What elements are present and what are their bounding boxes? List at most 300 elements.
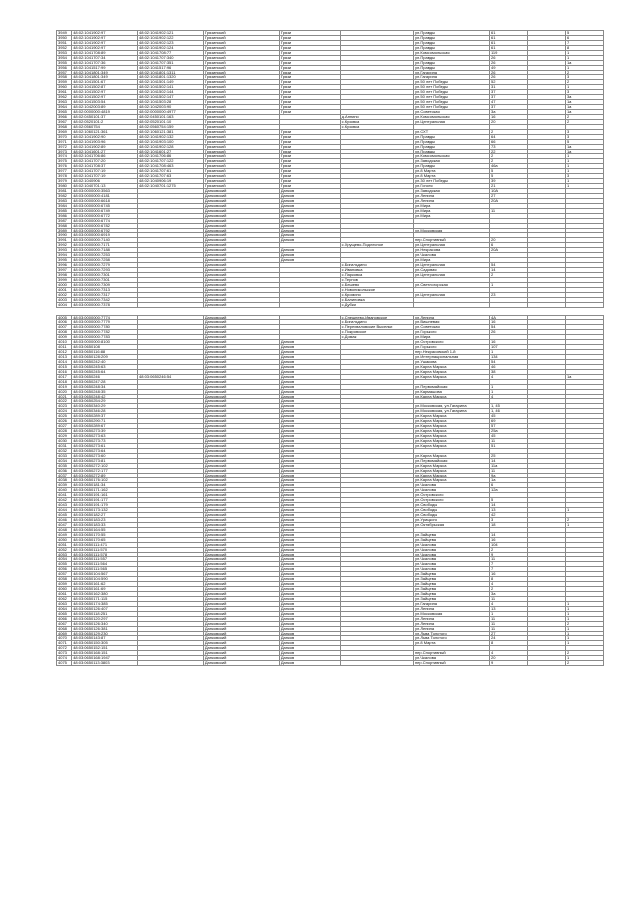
city-cell: Данков [279,513,340,518]
row-number-cell: 3958 [57,75,72,80]
apartment-number-cell: 1 [565,631,603,636]
cadastral-number-land-cell: 48:03:0650191:177 [72,498,138,503]
table-cell-empty [203,307,279,315]
row-number-cell: 4015 [57,364,72,369]
district-cell: Данковский [203,228,279,233]
cadastral-number-land-cell: 48:03:0650191:161 [72,493,138,498]
row-number-cell: 3961 [57,90,72,95]
house-number-cell: 16 [489,114,527,119]
district-cell: Данковский [203,223,279,228]
district-cell: Данковский [203,330,279,335]
street-cell: ул.50 лет Победы [414,100,490,105]
city-cell: Грязи [279,144,340,149]
house-number-cell: 1, 46 [489,409,527,414]
city-cell: Данков [279,223,340,228]
cadastral-number-building-cell: 48:02:1040906:19 [138,179,204,184]
row-number-cell: 3954 [57,55,72,60]
district-cell: Данковский [203,532,279,537]
cadastral-number-land-cell: 48:03:0650168:151 [72,651,138,656]
district-cell: Данковский [203,243,279,248]
apartment-number-cell: 1а [565,110,603,115]
city-cell: Грязи [279,31,340,36]
street-cell: ул.Карла Маркса [414,369,490,374]
street-cell: ул.Карла Маркса [414,424,490,429]
district-cell: Данковский [203,458,279,463]
cadastral-number-land-cell: 48:03:0000000:7171 [72,243,138,248]
cadastral-number-land-cell: 48:03:0650150:305 [72,641,138,646]
cadastral-number-land-cell: 48:03:0650183:23 [72,517,138,522]
row-number-cell: 4046 [57,517,72,522]
cadastral-number-land-cell: 48:03:0650152:151 [72,646,138,651]
cadastral-number-land-cell: 48:03:0650126:407 [72,606,138,611]
settlement-cell: с.Ивановка [340,268,413,273]
row-number-cell: 4011 [57,345,72,350]
apartment-number-cell: 3 [565,90,603,95]
house-number-cell: 27 [489,193,527,198]
cadastral-number-building-cell: 48:02:1040701:1275 [138,184,204,189]
apartment-number-cell: 1 [565,164,603,169]
house-number-cell: 8 [489,641,527,646]
street-cell: ул.Ленина [414,198,490,203]
row-number-cell: 3963 [57,100,72,105]
city-cell: Данков [279,646,340,651]
cadastral-number-building-cell: 48:02:1041707:63 [138,174,204,179]
street-cell: ул.30 лет Победы [414,179,490,184]
row-number-cell: 3962 [57,95,72,100]
row-number-cell: 4061 [57,592,72,597]
apartment-number-cell: 1 [565,606,603,611]
cadastral-number-building-cell: 48:02:0520101:10 [138,119,204,124]
row-number-cell: 3964 [57,105,72,110]
city-cell: Данков [279,626,340,631]
cadastral-number-land-cell: 48:03:0650162:380 [72,592,138,597]
cadastral-number-land-cell: 48:03:0000000:7342 [72,297,138,302]
house-number-cell: 16 [489,340,527,345]
street-cell: ул.Чкалова [414,253,490,258]
street-cell: ул.Мира [414,213,490,218]
street-cell: ул.Карла Маркса [414,463,490,468]
house-number-cell: 5 [489,169,527,174]
apartment-number-cell: 1 [565,626,603,631]
street-cell: ул.Карла Маркса [414,473,490,478]
street-cell: ул.50 лет Победы [414,90,490,95]
district-cell: Данковский [203,596,279,601]
street-cell: пер.Спортивный [414,651,490,656]
cadastral-number-land-cell: 48:03:0000000:6745 [72,203,138,208]
house-number-cell: 14 [489,503,527,508]
street-cell: ул.Садовая [414,268,490,273]
row-number-cell: 3983 [57,198,72,203]
house-number-cell: 4 [489,394,527,399]
city-cell: Данков [279,577,340,582]
district-cell: Данковский [203,611,279,616]
row-number-cell: 4034 [57,458,72,463]
house-number-cell: 25а [489,429,527,434]
cadastral-number-land-cell: 48:03:0650111:570 [72,547,138,552]
street-cell: ул.Зайцева [414,582,490,587]
street-cell: пер.Спортивный [414,661,490,666]
city-cell: Данков [279,238,340,243]
house-number-cell: 1 [489,384,527,389]
house-number-cell: 1, 45 [489,404,527,409]
city-cell: Данков [279,547,340,552]
city-cell: Данков [279,345,340,350]
cadastral-number-building-cell: 48:02:1041502:144 [138,90,204,95]
apartment-number-cell: 1 [565,508,603,513]
row-number-cell: 3980 [57,184,72,189]
building-number-cell [527,661,565,666]
street-cell: ул.Правды [414,139,490,144]
cadastral-number-land-cell: 48:03:0650168:1947 [72,656,138,661]
street-cell: ул.Московская, ул.Гагарина [414,409,490,414]
house-number-cell: 69 [489,419,527,424]
row-number-cell: 3950 [57,35,72,40]
district-cell: Грязинский [203,149,279,154]
row-number-cell: 4056 [57,567,72,572]
street-cell: ул.Зайцева [414,596,490,601]
city-cell: Грязи [279,129,340,134]
row-number-cell: 4047 [57,522,72,527]
street-cell: ул.Зайцева [414,577,490,582]
cadastral-number-building-cell: 48:02:1041707:351 [138,60,204,65]
house-number-cell: 20А [489,248,527,253]
city-cell: Грязи [279,100,340,105]
house-number-cell: 25 [489,453,527,458]
row-number-cell: 4039 [57,483,72,488]
street-cell: ул.Ленина [414,193,490,198]
apartment-number-cell: 1 [565,601,603,606]
cadastral-number-land-cell: 48:02:1041502:97 [72,90,138,95]
house-number-cell: 12а [489,488,527,493]
house-number-cell: 11 [489,468,527,473]
cadastral-number-land-cell: 48:03:0650273:64 [72,448,138,453]
cadastral-number-land-cell: 48:02:1041706:86 [72,154,138,159]
row-number-cell: 3999 [57,277,72,282]
house-number-cell: 4А [489,315,527,320]
house-number-cell: 37 [489,105,527,110]
row-number-cell: 3973 [57,149,72,154]
apartment-number-cell: 2 [565,70,603,75]
street-cell: пер.Спортивный [414,238,490,243]
row-number-cell: 3965 [57,110,72,115]
street-cell: ул.Правды [414,55,490,60]
district-cell: Данковский [203,355,279,360]
cadastral-number-land-cell: 48:02:1041707:20 [72,159,138,164]
cadastral-number-land-cell: 48:03:0650273:61 [72,443,138,448]
city-cell: Грязи [279,154,340,159]
street-cell: ул.Центральная [414,243,490,248]
apartment-number-cell: 6 [565,35,603,40]
cadastral-number-land-cell: 48:03:0650170:55 [72,532,138,537]
district-cell: Данковский [203,282,279,287]
district-cell: Данковский [203,394,279,399]
cadastral-number-land-cell: 48:02:1041902:97 [72,45,138,50]
house-number-cell: 47 [489,100,527,105]
address-register-table [56,30,604,666]
table-cell-empty [279,307,340,315]
row-number-cell: 3953 [57,50,72,55]
settlement-cell: с.Бешево [340,282,413,287]
street-cell: ул.Некрасова [414,248,490,253]
cadastral-number-land-cell: 48:03:0000000:7258 [72,258,138,263]
cadastral-number-land-cell: 48:03:0650254:29 [72,399,138,404]
cadastral-number-building-cell: 48:02:1060121:381 [138,129,204,134]
house-number-cell: 10А [489,189,527,194]
apartment-number-cell: 1а [565,149,603,154]
street-cell: ул.Чкалова [414,567,490,572]
street-cell: ул.Октябрьская [414,522,490,527]
district-cell: Данковский [203,542,279,547]
house-number-cell: 57 [489,424,527,429]
cadastral-number-land-cell: 48:03:0000000:7783 [72,335,138,340]
city-cell: Данков [279,253,340,258]
district-cell: Данковский [203,473,279,478]
district-cell: Грязинский [203,85,279,90]
house-number-cell: 54 [489,359,527,364]
cadastral-number-land-cell: 48:03:0650346:28 [72,409,138,414]
street-cell: ул.Зайцева [414,572,490,577]
row-number-cell: 4051 [57,542,72,547]
district-cell: Грязинский [203,45,279,50]
cadastral-number-land-cell: 48:03:0000000:6774 [72,218,138,223]
house-number-cell: 1 [489,282,527,287]
district-cell: Данковский [203,248,279,253]
city-cell: Данков [279,443,340,448]
street-cell: ул.Чкалова [414,552,490,557]
row-number-cell: 4017 [57,374,72,379]
house-number-cell: 9а [489,473,527,478]
table-body [57,31,604,666]
city-cell: Данков [279,379,340,384]
row-number-cell: 4021 [57,394,72,399]
street-cell: ул.Зайцева [414,592,490,597]
cadastral-number-land-cell: 48:03:0650246 [72,374,138,379]
city-cell: Данков [279,592,340,597]
row-number-cell: 4005 [57,315,72,320]
district-cell: Грязинский [203,154,279,159]
street-cell: ул.Правды [414,149,490,154]
district-cell: Данковский [203,478,279,483]
cadastral-number-building-cell: 48:02:1041902:123 [138,40,204,45]
cadastral-number-building-cell: 48:02:1041801:1320 [138,75,204,80]
district-cell: Данковский [203,189,279,194]
cadastral-number-land-cell: 48:03:0650129:230 [72,631,138,636]
cadastral-number-land-cell: 48:03:0650290:71 [72,419,138,424]
district-cell: Грязинский [203,119,279,124]
row-number-cell: 3981 [57,189,72,194]
street-cell: ул.Заводская [414,159,490,164]
row-number-cell: 4041 [57,493,72,498]
district-cell: Грязинский [203,174,279,179]
street-cell: ул.Островского [414,498,490,503]
street-cell: ул.СХТ [414,129,490,134]
cadastral-number-land-cell: 48:03:0650242:40 [72,359,138,364]
row-number-cell: 4069 [57,631,72,636]
district-cell: Данковский [203,208,279,213]
row-number-cell: 4050 [57,537,72,542]
street-cell: ул.Карла Маркса [414,414,490,419]
street-cell: ул.8 Марта [414,174,490,179]
district-cell: Данковский [203,448,279,453]
district-cell: Данковский [203,238,279,243]
cadastral-number-land-cell: 48:03:0650161:69 [72,587,138,592]
street-cell: ул.50 лет Победы [414,105,490,110]
district-cell: Грязинский [203,179,279,184]
row-number-cell: 3969 [57,129,72,134]
street-cell: ул.Центральная [414,119,490,124]
cadastral-number-land-cell: 48:03:0000000:6618 [72,198,138,203]
cadastral-number-land-cell: 48:03:0000000:7780 [72,325,138,330]
district-cell: Данковский [203,498,279,503]
settlement-cell: с.Кузовка [340,119,413,124]
house-number-cell: 37 [489,95,527,100]
apartment-number-cell: 1 [565,616,603,621]
city-cell: Данков [279,661,340,666]
row-number-cell: 4004 [57,302,72,307]
settlement-cell [340,661,413,666]
city-cell: Грязи [279,95,340,100]
city-cell: Данков [279,208,340,213]
row-number-cell: 4028 [57,429,72,434]
row-number-cell: 4053 [57,552,72,557]
district-cell: Данковский [203,616,279,621]
city-cell: Данков [279,532,340,537]
city-cell: Данков [279,218,340,223]
city-cell: Данков [279,193,340,198]
street-cell: ул.Правды [414,35,490,40]
row-number-cell: 4036 [57,468,72,473]
city-cell: Данков [279,448,340,453]
apartment-number-cell: 3 [565,134,603,139]
house-number-cell: 38 [489,369,527,374]
cadastral-number-land-cell: 48:03:0650108 [72,345,138,350]
house-number-cell: 61 [489,40,527,45]
city-cell: Данков [279,611,340,616]
settlement-cell: с.Парковка [340,272,413,277]
apartment-number-cell: 1а [565,100,603,105]
cadastral-number-land-cell: 48:02:1041707:19 [72,169,138,174]
row-number-cell: 4043 [57,503,72,508]
street-cell: ул.Урицкого [414,517,490,522]
apartment-number-cell: 5 [565,31,603,36]
settlement-cell: с.Покровское [340,330,413,335]
row-number-cell: 4063 [57,601,72,606]
cadastral-number-building-cell: 48:02:1041601:27 [138,149,204,154]
cadastral-number-building-cell: 48:02:1041902:124 [138,45,204,50]
row-number-cell: 3957 [57,70,72,75]
street-cell: ул.Ленина [414,315,490,320]
street-cell: ул.Островского [414,493,490,498]
street-cell: ул.Чкалова [414,547,490,552]
city-cell: Данков [279,562,340,567]
house-number-cell: 2 [489,587,527,592]
row-number-cell: 4074 [57,656,72,661]
district-cell: Грязинский [203,164,279,169]
row-number-cell: 4040 [57,488,72,493]
city-cell: Данков [279,355,340,360]
house-number-cell: 6 [489,243,527,248]
row-number-cell: 3955 [57,60,72,65]
city-cell: Грязи [279,70,340,75]
row-number-cell: 3956 [57,65,72,70]
city-cell: Данков [279,389,340,394]
street-cell: ул.Правды [414,40,490,45]
district-cell: Данковский [203,636,279,641]
house-number-cell: 2 [489,129,527,134]
cadastral-number-land-cell: 48:03:0650245:63 [72,364,138,369]
cadastral-number-land-cell: 48:03:0000000:7309 [72,282,138,287]
settlement-cell: д.Аннино [340,114,413,119]
cadastral-number-land-cell: 48:02:1041902:97 [72,40,138,45]
district-cell: Грязинский [203,35,279,40]
city-cell: Данков [279,483,340,488]
city-cell: Данков [279,374,340,379]
row-number-cell: 3982 [57,193,72,198]
city-cell: Данков [279,384,340,389]
cadastral-number-land-cell: 48:03:0650191:179 [72,503,138,508]
street-cell: ул.Свободы [414,503,490,508]
district-cell: Данковский [203,335,279,340]
street-cell: ул.Островского [414,340,490,345]
row-number-cell: 4010 [57,340,72,345]
city-cell: Данков [279,429,340,434]
district-cell: Грязинский [203,60,279,65]
cadastral-number-land-cell: 48:03:0650143:87 [72,636,138,641]
district-cell: Грязинский [203,110,279,115]
street-cell: ул.Зайцева [414,537,490,542]
settlement-cell: с.Дубки [340,302,413,307]
cadastral-number-building-cell: 48:02:1041902:128 [138,144,204,149]
house-number-cell: 61 [489,45,527,50]
cadastral-number-building-cell: 48:02:1041501:149 [138,80,204,85]
district-cell: Грязинский [203,80,279,85]
city-cell: Данков [279,606,340,611]
district-cell: Данковский [203,315,279,320]
street-cell: ул.Правды [414,60,490,65]
cadastral-number-land-cell: 48:03:0650111:564 [72,562,138,567]
row-number-cell: 3976 [57,164,72,169]
settlement-cell: с.Спешнево-Ивановское [340,315,413,320]
settlement-cell: с.Домак [340,335,413,340]
street-cell: ул.Карла Маркса [414,478,490,483]
city-cell: Данков [279,508,340,513]
cadastral-number-building-cell: 48:02:1041708:77 [138,50,204,55]
district-cell: Данковский [203,297,279,302]
row-number-cell: 3971 [57,139,72,144]
district-cell: Данковский [203,258,279,263]
house-number-cell: 11 [489,208,527,213]
house-number-cell: 14 [489,532,527,537]
street-cell: ул.Московская [414,611,490,616]
district-cell: Данковский [203,522,279,527]
street-cell: ул.Светлогорская [414,282,490,287]
city-cell: Грязи [279,164,340,169]
city-cell: Грязи [279,159,340,164]
house-number-cell: 107 [489,345,527,350]
district-cell: Данковский [203,384,279,389]
house-number-cell: 13 [489,508,527,513]
cadastral-number-building-cell: 48:02:1041503:28 [138,100,204,105]
district-cell: Грязинский [203,159,279,164]
city-cell: Данков [279,522,340,527]
cadastral-number-land-cell: 48:02:1040906 [72,179,138,184]
street-cell: ул.Карла Маркса [414,443,490,448]
row-number-cell: 4027 [57,424,72,429]
street-cell: ул.8 Марта [414,641,490,646]
settlement-cell: с.Новоникольское [340,287,413,292]
apartment-number-cell: 1 [565,184,603,189]
street-cell: ул.Чкалова [414,562,490,567]
